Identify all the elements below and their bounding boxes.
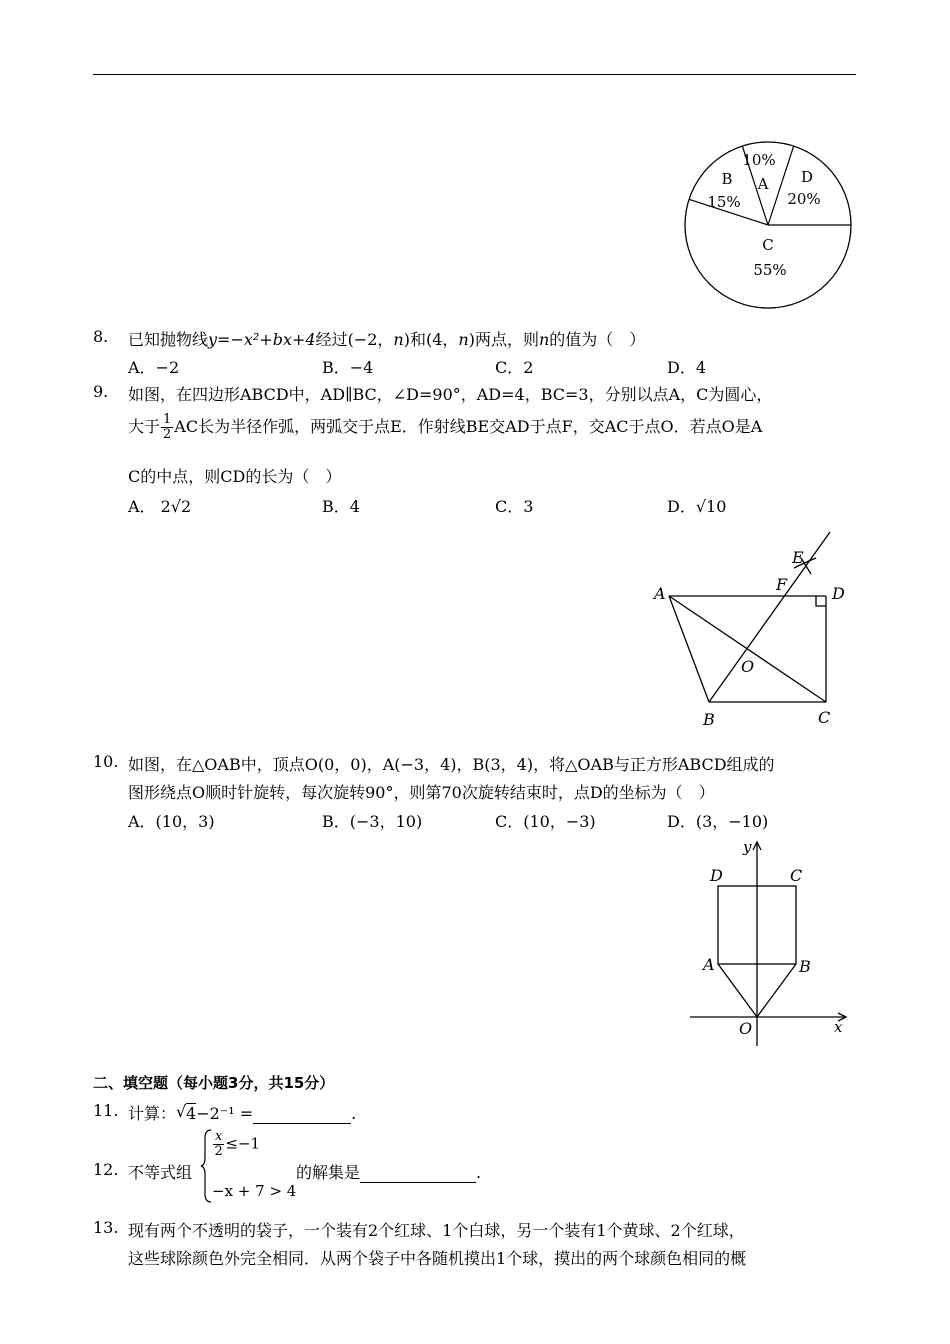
q9-option-d: D．√10 bbox=[667, 497, 727, 516]
q9-line-2: 大于 $\frac{1}{2}$ AC长为半径作弧，两弧交于点E．作射线BE交AD于点F，交AC于点O．若点O是A bbox=[128, 412, 763, 442]
pie-chart bbox=[683, 140, 855, 312]
q9-number: 9. bbox=[93, 382, 109, 401]
q12-answer-blank bbox=[360, 1182, 476, 1183]
fig9-label-f: F bbox=[776, 575, 788, 594]
q13-line-2: 这些球除颜色外完全相同．从两个袋子中各随机摸出1个球，摸出的两个球颜色相同的概 bbox=[128, 1249, 747, 1268]
q12-ineq-1: $\frac{x}{2}$ ≤−1 bbox=[214, 1129, 261, 1159]
pie-label-a-pct: 10% bbox=[742, 151, 776, 169]
fig10-label-o: O bbox=[739, 1019, 753, 1038]
section-2-title: 二、填空题（每小题3分，共15分） bbox=[93, 1074, 335, 1092]
q12-tail: 的解集是 . bbox=[296, 1163, 482, 1182]
q8-option-a: A．−2 bbox=[128, 358, 180, 377]
fig10-label-a: A bbox=[703, 955, 715, 974]
pie-label-c: C bbox=[762, 236, 774, 254]
q10-line-1: 如图，在△OAB中，顶点O(0，0)，A(−3，4)，B(3，4)，将△OAB与正方形ABCD组成的 bbox=[128, 755, 775, 774]
q9-line-1: 如图，在四边形ABCD中，AD∥BC，∠D=90°，AD=4，BC=3，分别以点A，C为圆心， bbox=[128, 385, 773, 404]
fig9-label-c: C bbox=[818, 708, 831, 727]
sqrt-sign: √ 4 bbox=[176, 1104, 196, 1123]
pie-label-d-pct: 20% bbox=[787, 190, 821, 208]
fig10-label-x: x bbox=[834, 1018, 843, 1036]
q11-number: 11. bbox=[93, 1101, 119, 1120]
fig10-label-y: y bbox=[743, 838, 752, 856]
fig10-label-c: C bbox=[790, 866, 803, 885]
q8-option-d: D．4 bbox=[667, 358, 707, 377]
q8-stem: 已知抛物线y=−x²+bx+4经过(−2，n)和(4，n)两点，则n的值为（ ） bbox=[128, 330, 646, 349]
q9-option-c: C．3 bbox=[495, 497, 534, 516]
q13-number: 13. bbox=[93, 1218, 119, 1237]
fig9-label-d: D bbox=[832, 584, 845, 603]
q10-number: 10. bbox=[93, 752, 119, 771]
q12-number: 12. bbox=[93, 1160, 119, 1179]
q8-number: 8. bbox=[93, 327, 109, 346]
q12-ineq-2: −x + 7 > 4 bbox=[212, 1182, 297, 1200]
q8-option-b: B．−4 bbox=[322, 358, 374, 377]
q13-line-1: 现有两个不透明的袋子，一个装有2个红球、1个白球，另一个装有1个黄球、2个红球， bbox=[128, 1221, 745, 1240]
q10-figure bbox=[686, 836, 856, 1046]
q10-line-2: 图形绕点O顺时针旋转，每次旋转90°，则第70次旋转结束时，点D的坐标为（ ） bbox=[128, 783, 715, 802]
q9-option-b: B．4 bbox=[322, 497, 360, 516]
fig9-label-b: B bbox=[703, 710, 715, 729]
q10-option-a: A．(10，3) bbox=[128, 812, 215, 831]
fraction-half: $\frac{1}{2}$ bbox=[163, 412, 172, 442]
fig10-label-d: D bbox=[710, 866, 723, 885]
fig9-label-e: E bbox=[792, 548, 804, 567]
fig10-label-b: B bbox=[799, 957, 811, 976]
q8-option-c: C．2 bbox=[495, 358, 534, 377]
pie-label-b: B bbox=[721, 170, 733, 188]
q11-answer-blank bbox=[253, 1123, 351, 1124]
pie-label-b-pct: 15% bbox=[707, 193, 741, 211]
q10-option-c: C．(10，−3) bbox=[495, 812, 596, 831]
q11-stem: 计算：√ 4−2⁻¹ = . bbox=[128, 1101, 356, 1124]
q10-option-d: D．(3，−10) bbox=[667, 812, 769, 831]
q9-figure bbox=[640, 530, 860, 735]
pie-label-c-pct: 55% bbox=[753, 261, 787, 279]
fig9-label-a: A bbox=[654, 584, 666, 603]
pie-label-d: D bbox=[800, 168, 814, 186]
pie-label-a: A bbox=[757, 175, 769, 193]
q9-line-3: C的中点，则CD的长为（ ） bbox=[128, 467, 342, 486]
q12-stem-label: 不等式组 bbox=[128, 1163, 193, 1182]
q9-option-a: A． 2√2 bbox=[128, 497, 192, 516]
header-rule bbox=[93, 74, 856, 75]
fig9-label-o: O bbox=[741, 657, 755, 676]
q10-option-b: B．(−3，10) bbox=[322, 812, 423, 831]
